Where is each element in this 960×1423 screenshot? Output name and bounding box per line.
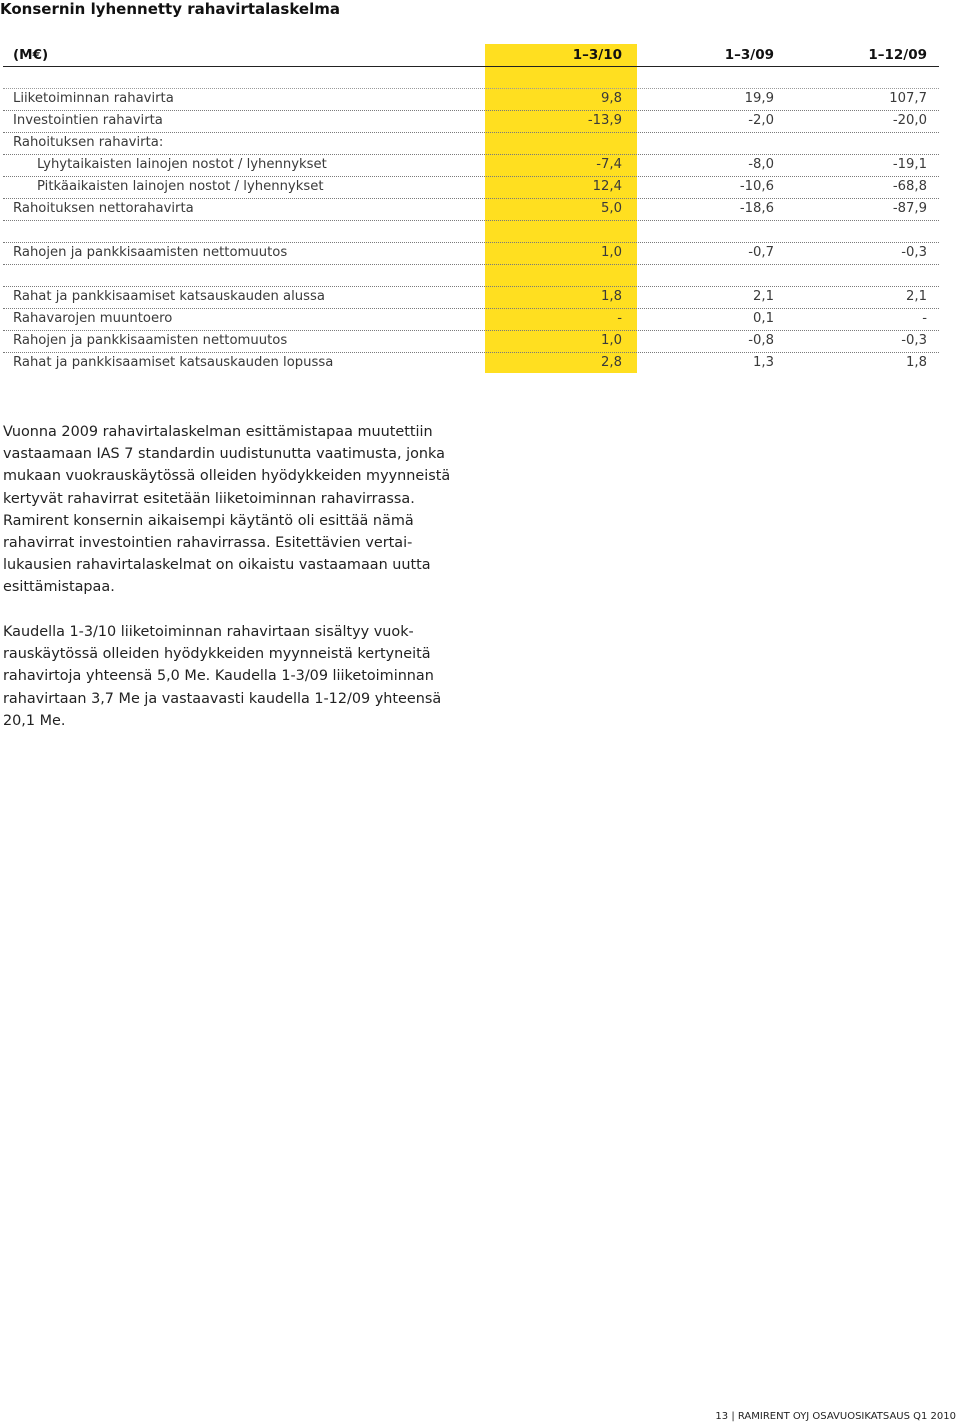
table-spacer-row <box>3 66 939 89</box>
row-value-col-3: 107,7 <box>889 91 927 106</box>
table-row <box>3 176 939 199</box>
table-row <box>3 110 939 133</box>
header-unit: (M€) <box>13 47 49 63</box>
table-header-row <box>3 44 939 67</box>
row-value-col-3: - <box>922 311 927 326</box>
paragraph-line: 20,1 Me. <box>3 712 66 729</box>
row-label: Investointien rahavirta <box>13 113 163 128</box>
row-label: Rahavarojen muuntoero <box>13 311 173 326</box>
table-row <box>3 88 939 111</box>
row-label: Rahoituksen rahavirta: <box>13 135 164 150</box>
row-label: Lyhytaikaisten lainojen nostot / lyhennykset <box>37 157 327 172</box>
row-value-col-3: -0,3 <box>901 245 927 260</box>
table-row <box>3 198 939 221</box>
paragraph-line: rahavirtaan 3,7 Me ja vastaavasti kaudella 1-12/09 yhteensä <box>3 690 442 707</box>
table-row <box>3 242 939 265</box>
header-col-3: 1–12/09 <box>868 47 927 63</box>
row-value-col-3: -19,1 <box>892 157 927 172</box>
row-value-col-2: -18,6 <box>739 201 774 216</box>
table-row <box>3 330 939 353</box>
row-value-col-1: 1,0 <box>601 245 622 260</box>
row-label: Pitkäaikaisten lainojen nostot / lyhennykset <box>37 179 324 194</box>
paragraph-line: rahavirtoja yhteensä 5,0 Me. Kaudella 1-3/09 liiketoiminnan <box>3 668 434 685</box>
paragraph-line: rahavirrat investointien rahavirrassa. Esitettävien vertai- <box>3 535 413 552</box>
row-value-col-1: -13,9 <box>587 113 622 128</box>
paragraph-line: Vuonna 2009 rahavirtalaskelman esittämistapaa muutettiin <box>3 424 433 440</box>
paragraph-line: esittämistapaa. <box>3 579 115 596</box>
row-label: Rahat ja pankkisaamiset katsauskauden lopussa <box>13 355 334 370</box>
table-row <box>3 132 939 155</box>
row-label: Rahoituksen nettorahavirta <box>13 201 194 216</box>
row-value-col-2: -8,0 <box>748 157 774 172</box>
table-row <box>3 308 939 331</box>
row-value-col-2: -2,0 <box>748 113 774 128</box>
row-value-col-1: - <box>617 311 622 326</box>
table-spacer-row <box>3 264 939 287</box>
row-value-col-2: -10,6 <box>739 179 774 194</box>
paragraph-line: Kaudella 1-3/10 liiketoiminnan rahavirtaan sisältyy vuok- <box>3 624 414 640</box>
row-value-col-2: -0,7 <box>748 245 774 260</box>
paragraph-line: Ramirent konsernin aikaisempi käytäntö oli esittää nämä <box>3 512 414 529</box>
row-value-col-1: 5,0 <box>601 201 622 216</box>
page-title: Konsernin lyhennetty rahavirtalaskelma <box>0 0 340 18</box>
paragraph-line: kertyvät rahavirrat esitetään liiketoiminnan rahavirrassa. <box>3 490 415 507</box>
row-value-col-1: 1,8 <box>601 289 622 304</box>
paragraph-line: mukaan vuokrauskäytössä olleiden hyödykkeiden myynneistä <box>3 468 451 485</box>
row-value-col-1: 1,0 <box>601 333 622 348</box>
row-value-col-3: 1,8 <box>906 355 927 370</box>
row-value-col-1: -7,4 <box>596 157 622 172</box>
row-value-col-3: -87,9 <box>892 201 927 216</box>
paragraph-line: lukausien rahavirtalaskelmat on oikaistu vastaamaan uutta <box>3 557 431 574</box>
row-label: Rahojen ja pankkisaamisten nettomuutos <box>13 245 288 260</box>
row-value-col-2: 1,3 <box>753 355 774 370</box>
row-label: Rahat ja pankkisaamiset katsauskauden alussa <box>13 289 325 304</box>
row-value-col-1: 12,4 <box>592 179 622 194</box>
row-value-col-2: 0,1 <box>753 311 774 326</box>
row-value-col-2: 2,1 <box>753 289 774 304</box>
table-spacer-row <box>3 220 939 243</box>
explanatory-paragraph-2 <box>3 621 473 732</box>
header-col-1: 1–3/10 <box>572 47 622 63</box>
row-value-col-3: 2,1 <box>906 289 927 304</box>
paragraph-line: vastaamaan IAS 7 standardin uudistunutta vaatimusta, jonka <box>3 446 445 463</box>
row-value-col-1: 2,8 <box>601 355 622 370</box>
header-col-2: 1–3/09 <box>724 47 774 63</box>
row-value-col-2: 19,9 <box>744 91 774 106</box>
row-value-col-3: -68,8 <box>892 179 927 194</box>
table-row <box>3 352 939 374</box>
row-value-col-3: -0,3 <box>901 333 927 348</box>
row-value-col-2: -0,8 <box>748 333 774 348</box>
explanatory-paragraph-1 <box>3 421 473 599</box>
row-label: Rahojen ja pankkisaamisten nettomuutos <box>13 333 288 348</box>
page-footer: 13 | RAMIRENT OYJ OSAVUOSIKATSAUS Q1 2010 <box>715 1411 956 1422</box>
row-value-col-1: 9,8 <box>601 91 622 106</box>
table-row <box>3 154 939 177</box>
row-value-col-3: -20,0 <box>892 113 927 128</box>
paragraph-line: rauskäytössä olleiden hyödykkeiden myynneistä kertyneitä <box>3 646 431 663</box>
table-row <box>3 286 939 309</box>
row-label: Liiketoiminnan rahavirta <box>13 91 174 106</box>
